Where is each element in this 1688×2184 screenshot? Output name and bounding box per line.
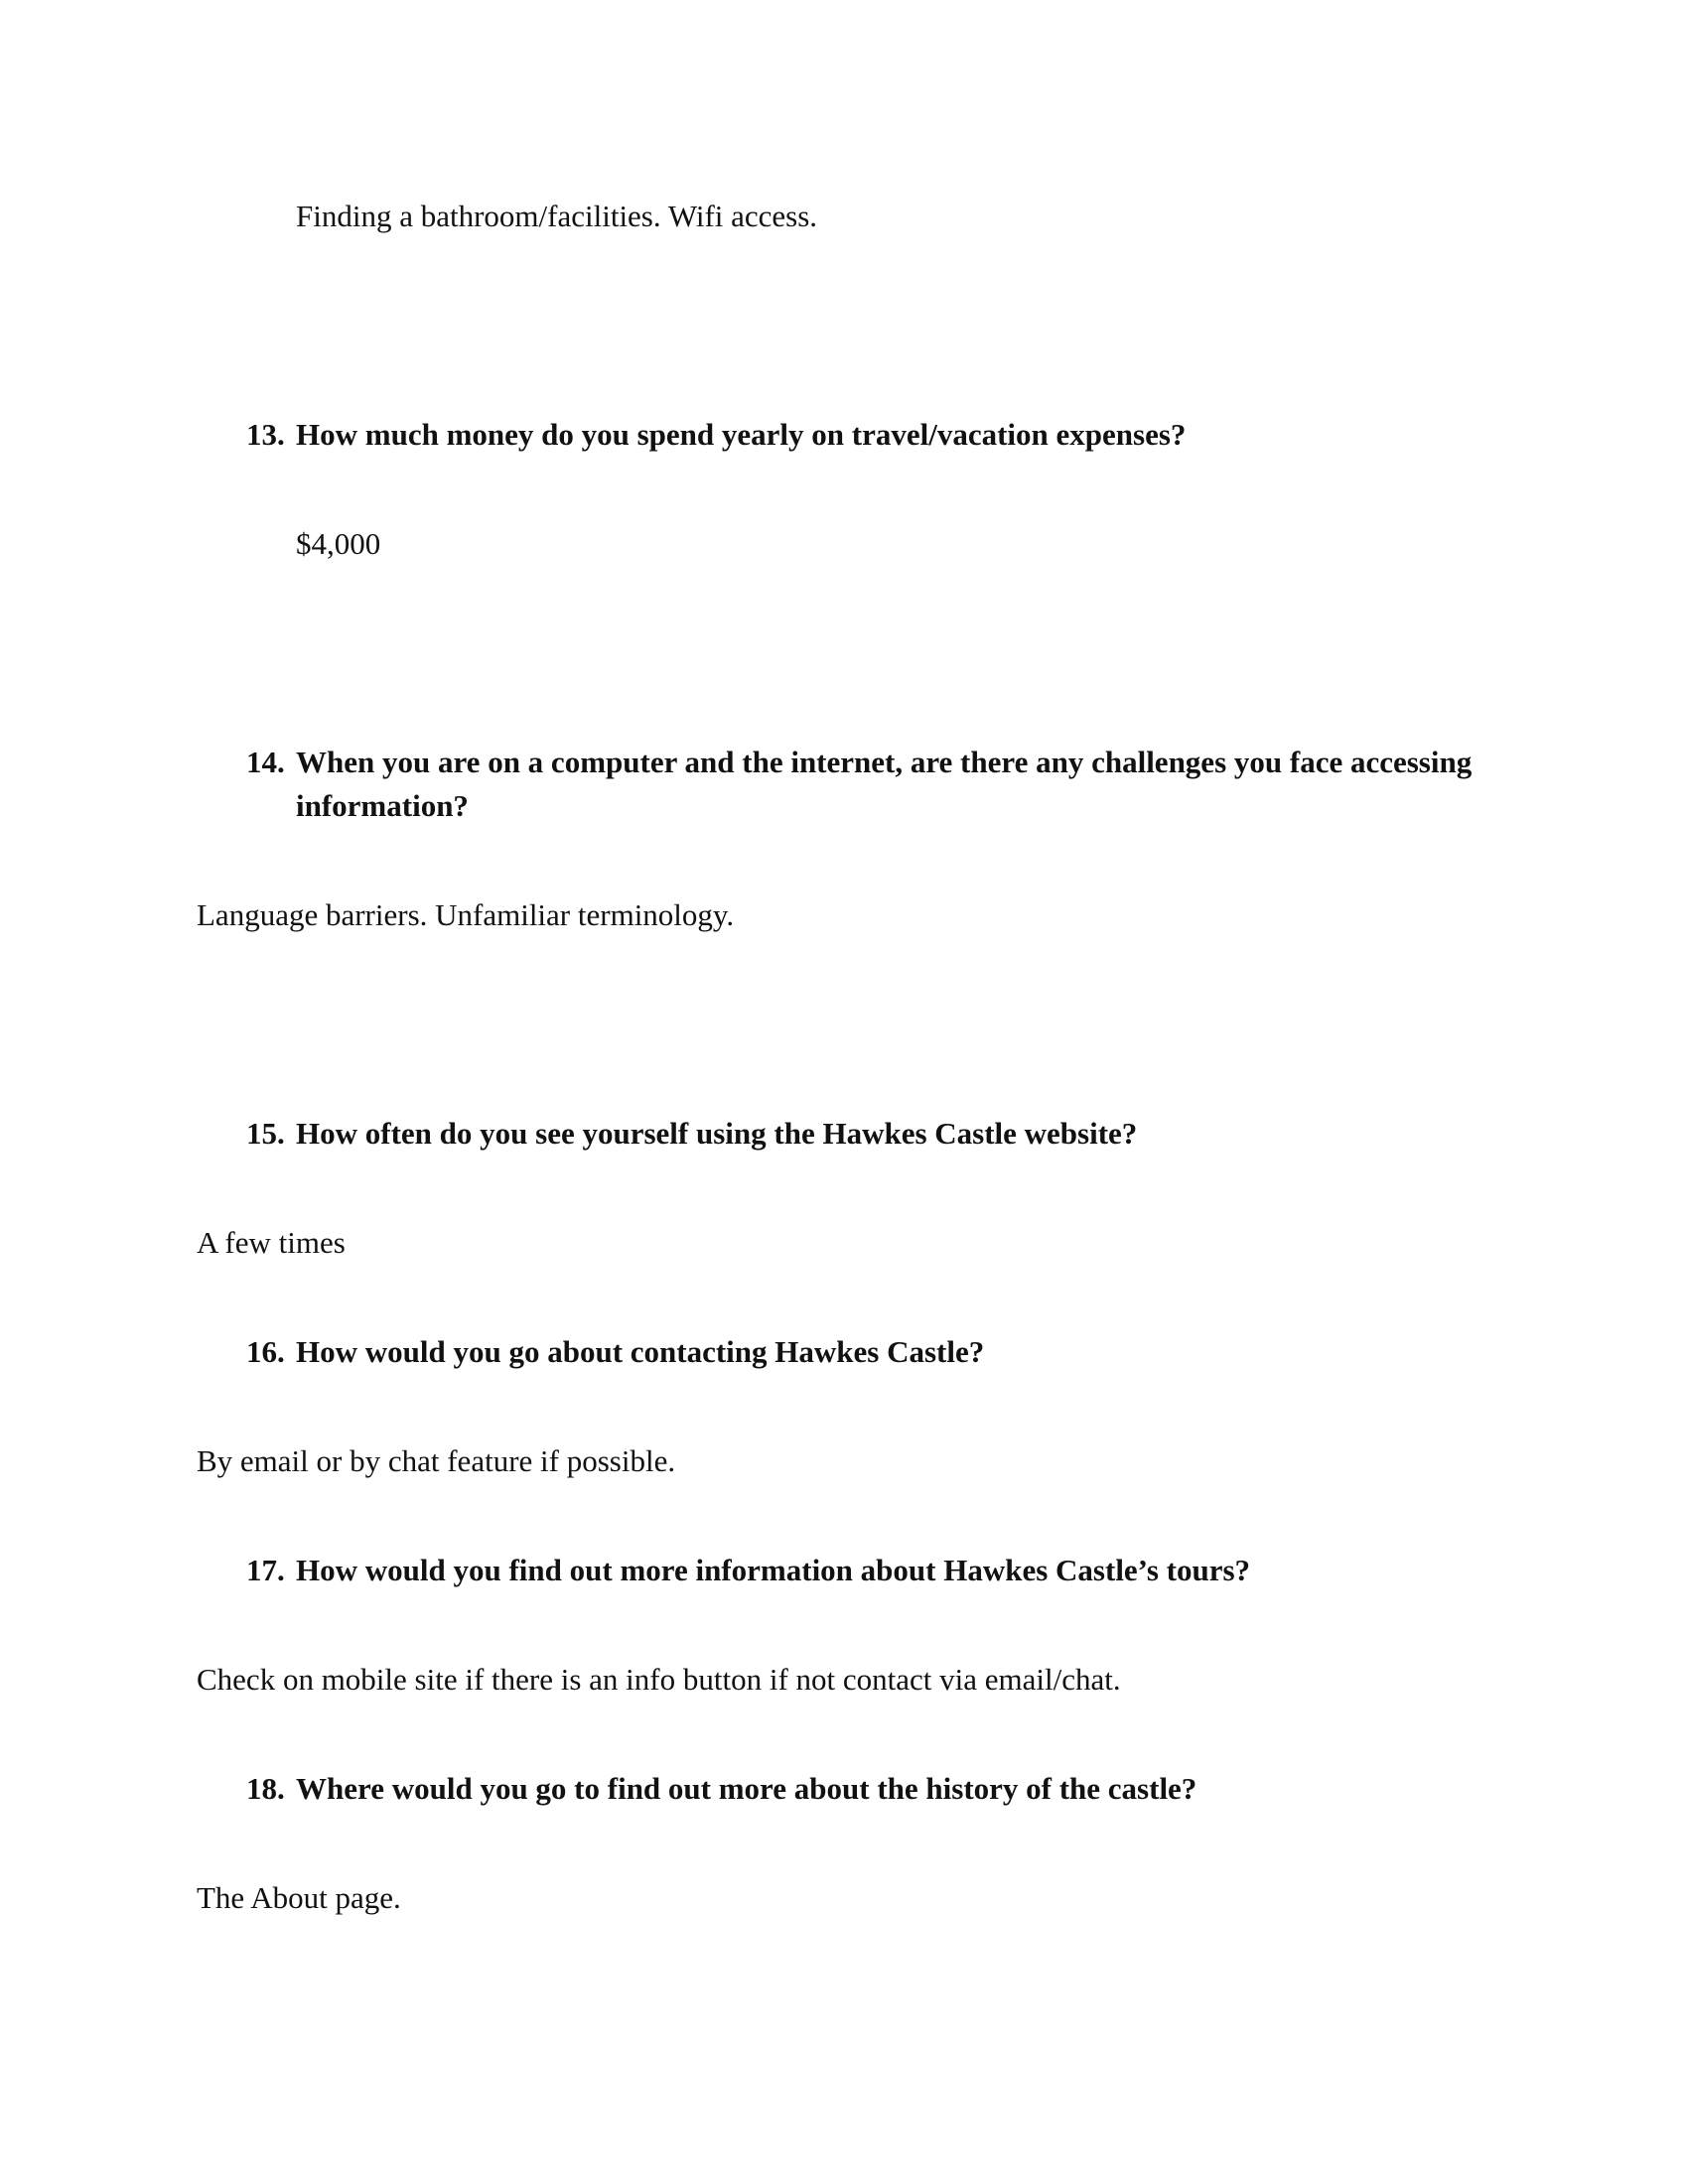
answer-14: Language barriers. Unfamiliar terminology. — [197, 897, 735, 932]
answer-18: The About page. — [197, 1880, 401, 1915]
question-14-text: When you are on a computer and the internet, are there any challenges you face accessing information? — [296, 745, 1473, 823]
question-18-text: Where would you go to find out more about the history of the castle? — [296, 1771, 1197, 1806]
answer-12: Finding a bathroom/facilities. Wifi access. — [296, 199, 818, 233]
answer-16: By email or by chat feature if possible. — [197, 1443, 676, 1478]
question-16-number: 16. — [246, 1334, 285, 1369]
question-14-number: 14. — [246, 745, 285, 779]
question-15-text: How often do you see yourself using the Hawkes Castle website? — [296, 1116, 1138, 1151]
question-17-text: How would you find out more information about Hawkes Castle’s tours? — [296, 1553, 1251, 1587]
question-15-number: 15. — [246, 1116, 285, 1151]
question-16 — [246, 1330, 1487, 1374]
question-15 — [246, 1112, 1487, 1156]
question-18 — [246, 1767, 1487, 1811]
question-17 — [246, 1549, 1487, 1592]
answer-13: $4,000 — [296, 526, 381, 561]
question-13 — [246, 413, 1487, 457]
question-16-text: How would you go about contacting Hawkes Castle? — [296, 1334, 985, 1369]
question-13-number: 13. — [246, 417, 285, 452]
answer-15: A few times — [197, 1225, 346, 1260]
question-17-number: 17. — [246, 1553, 285, 1587]
question-18-number: 18. — [246, 1771, 285, 1806]
answer-17: Check on mobile site if there is an info button if not contact via email/chat. — [197, 1662, 1121, 1697]
question-13-text: How much money do you spend yearly on travel/vacation expenses? — [296, 417, 1187, 452]
question-14 — [246, 741, 1487, 828]
